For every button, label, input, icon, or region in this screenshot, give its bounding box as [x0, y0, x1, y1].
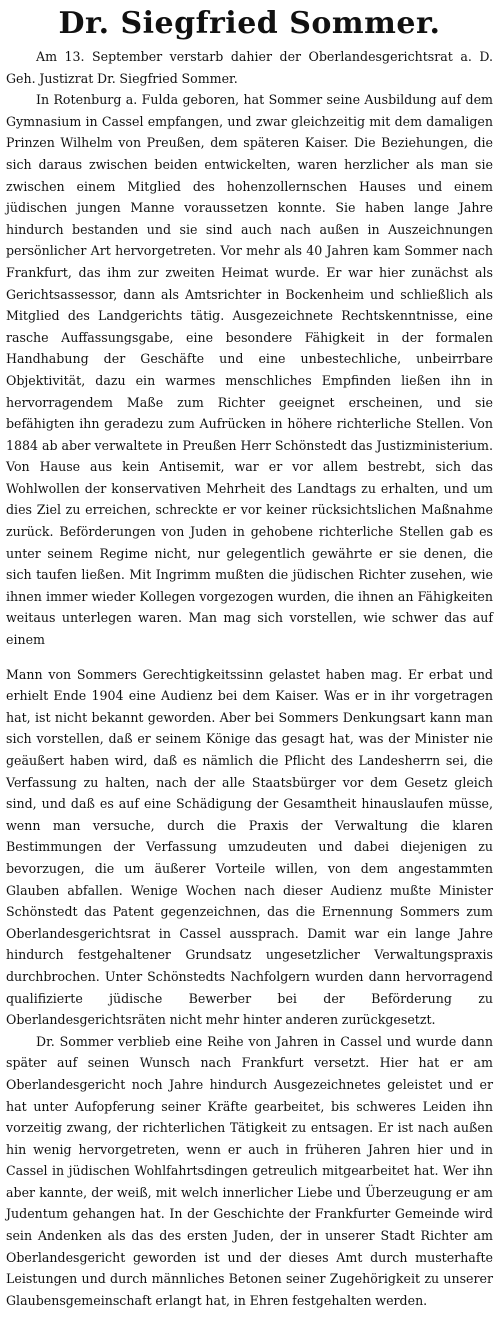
article-paragraph-3: Mann von Sommers Gerechtigkeitssinn gelastet haben mag. Er erbat und erhielt Ende 1904 eine Audienz bei dem Kaiser. Was er in ihr vorgetragen hat, ist nicht bekannt geworden. Aber bei Sommers Denkungsart kann man sich vorstellen, daß er seinem Könige das gesagt hat, was der Minister nie geäußert haben wird, daß es nämlich die Pflicht des Landesherrn sei, die Verfassung zu halten, nach der alle Staatsbürger vor dem Gesetz gleich sind, und daß es auf eine Schädigung der Gesamtheit hinauslaufen müsse, wenn man versuche, durch die Praxis der Verwaltung die klaren Bestimmungen der Verfassung umzudeuten und dabei diejenigen zu bevorzugen, die um äußerer Vorteile willen, von dem angestammten Glauben abfallen. Wenige Wochen nach dieser Audienz mußte Minister Schönstedt das Patent gegenzeichnen, das die Ernennung Sommers zum Oberlandesgerichtsrat in Cassel aussprach. Damit war ein lange Jahre hindurch festgehaltener Grundsatz ungesetzlicher Verwaltungspraxis durchbrochen. Unter Schönstedts Nachfolgern wurden dann hervorragend qualifizierte jüdische Bewerber bei der Beförderung zu Oberlandesgerichtsräten nicht mehr hinter anderen zurückgesetzt. [6, 666, 493, 1028]
column-break [6, 651, 493, 664]
article-paragraph-1: Am 13. September verstarb dahier der Oberlandesgerichtsrat a. D. Geh. Justizrat Dr. Siegfried Sommer. [6, 49, 493, 86]
article-paragraph-4: Dr. Sommer verblieb eine Reihe von Jahren in Cassel und wurde dann später auf seinen Wunsch nach Frankfurt versetzt. Hier hat er am Oberlandesgericht noch Jahre hindurch Ausgezeichnetes geleistet und er hat unter Aufopferung seiner Kräfte gearbeitet, bis schweres Leiden ihn vorzeitig zwang, der richterlichen Tätigkeit zu entsagen. Er ist nach außen hin wenig hervorgetreten, wenn er auch in früheren Jahren hier und in Cassel in jüdischen Wohlfahrtsdingen getreulich mitgearbeitet hat. Wer ihn aber kannte, der weiß, mit welch innerlicher Liebe und Überzeugung er am Judentum gehangen hat. In der Geschichte der Frankfurter Gemeinde wird sein Andenken als das des ersten Juden, der in unserer Stadt Richter am Oberlandesgericht geworden ist und der dieses Amt durch musterhafte Leistungen und durch männliches Betonen seiner Zugehörigkeit zu unserer Glaubensgemeinschaft erlangt hat, in Ehren festgehalten werden. [6, 1033, 493, 1308]
article-paragraph-2: In Rotenburg a. Fulda geboren, hat Sommer seine Ausbildung auf dem Gymnasium in Cassel empfangen, und zwar gleichzeitig mit dem damaligen Prinzen Wilhelm von Preußen, dem späteren Kaiser. Die Beziehungen, die sich daraus zwischen beiden entwickelten, waren herzlicher als man sie zwischen einem Mitglied des hohenzollernschen Hauses und einem jüdischen jungen Manne voraussetzen konnte. Sie haben lange Jahre hindurch bestanden und sie sind auch nach außen in Auszeichnungen persönlicher Art hervorgetreten. Vor mehr als 40 Jahren kam Sommer nach Frankfurt, das ihm zur zweiten Heimat wurde. Er war hier zunächst als Gerichtsassessor, dann als Amtsrichter in Bockenheim und schließlich als Mitglied des Landgerichts tätig. Ausgezeichnete Rechtskenntnisse, eine rasche Auffassungsgabe, eine besondere Fähigkeit in der formalen Handhabung der Geschäfte und eine unbestechliche, unbeirrbare Objektivität, dazu ein warmes menschliches Empfinden ließen ihn in hervorragendem Maße zum Richter geeignet erscheinen, und sie befähigten ihn geradezu zum Aufrücken in höhere richterliche Stellen. Von 1884 ab aber verwaltete in Preußen Herr Schönstedt das Justizministerium. Von Hause aus kein Antisemit, war er vor allem bestrebt, sich das Wohlwollen der konservativen Mehrheit des Landtags zu erhalten, und um dies Ziel zu erreichen, schreckte er vor keiner rücksichtslichen Maßnahme zurück. Beförderungen von Juden in gehobene richterliche Stellen gab es unter seinem Regime nicht, nur gelegentlich gewährte er sie denen, die sich taufen ließen. Mit Ingrimm mußten die jüdischen Richter zusehen, wie ihnen immer wieder Kollegen vorgezogen wurden, die ihnen an Fähigkeiten weitaus unterlegen waren. Man mag sich vorstellen, wie schwer das auf einem [6, 92, 493, 648]
article-title: Dr. Siegfried Sommer. [58, 6, 441, 41]
